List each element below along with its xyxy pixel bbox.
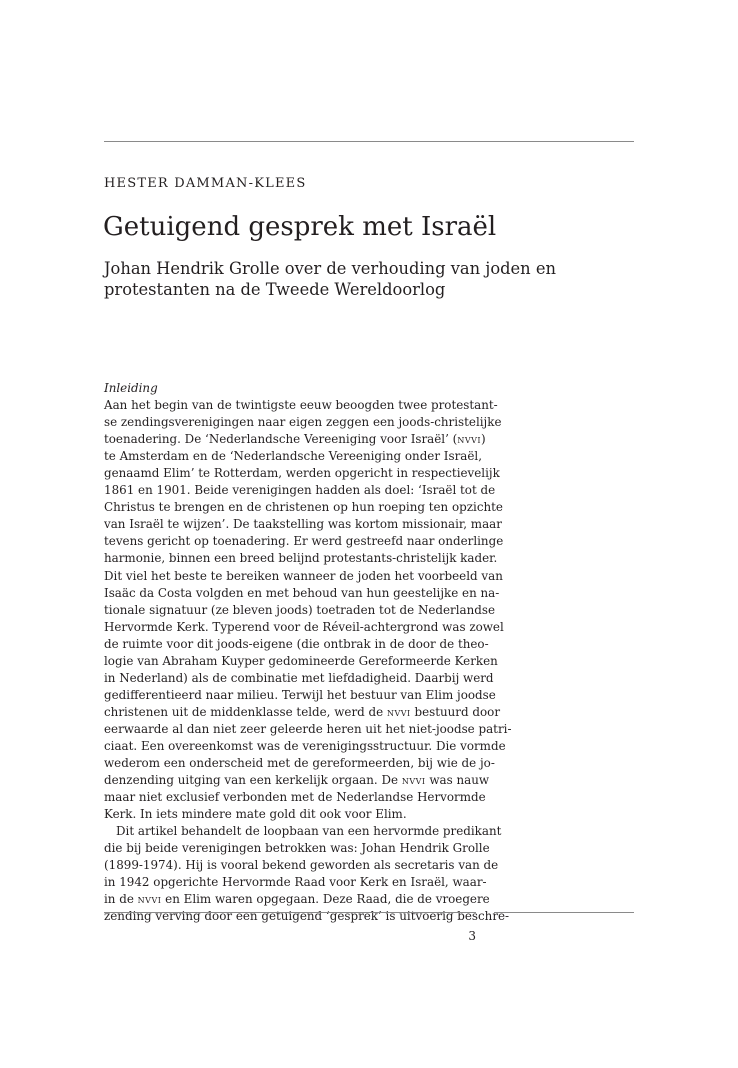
- article-subtitle: Johan Hendrik Grolle over de verhouding van joden en protestanten na de Tweede Wereldoorlog: [104, 259, 556, 299]
- text-line: (1899-1974). Hij is vooral bekend geworden als secretaris van de: [104, 858, 499, 873]
- text-line: te Amsterdam en de ‘Nederlandsche Vereeniging onder Israël,: [104, 449, 483, 464]
- page-number: 3: [468, 929, 476, 943]
- section-heading: Inleiding: [104, 381, 158, 395]
- text-line: Isaäc da Costa volgden en met behoud van hun geestelijke en na-: [104, 585, 500, 600]
- text-line: tionale signatuur (ze bleven joods) toetraden tot de Nederlandse: [104, 602, 496, 617]
- text-line: toenadering. De ‘Nederlandsche Vereeniging voor Israël’ (nvvi): [104, 432, 486, 447]
- text-line: Dit viel het beste te bereiken wanneer de joden het voorbeeld van: [104, 568, 503, 583]
- text-line: se zendingsverenigingen naar eigen zeggen een joods-christelijke: [104, 415, 502, 430]
- footer-rule-right: [494, 912, 634, 913]
- text-line: die bij beide verenigingen betrokken was: Johan Hendrik Grolle: [104, 841, 490, 856]
- text-line: Dit artikel behandelt de loopbaan van een hervormde predikant: [116, 824, 502, 839]
- article-title: Getuigend gesprek met Israël: [103, 212, 497, 242]
- text-line: 1861 en 1901. Beide verenigingen hadden als doel: ‘Israël tot de: [104, 483, 496, 498]
- top-rule: [104, 141, 634, 142]
- text-line: in de nvvi en Elim waren opgegaan. Deze Raad, die de vroegere: [104, 892, 490, 907]
- text-line: christenen uit de middenklasse telde, werd de nvvi bestuurd door: [104, 704, 501, 719]
- body-paragraph-1: [104, 397, 512, 823]
- text-line: in 1942 opgerichte Hervormde Raad voor Kerk en Israël, waar-: [104, 875, 487, 890]
- text-line: Aan het begin van de twintigste eeuw beoogden twee protestant-: [104, 398, 498, 413]
- text-line: logie van Abraham Kuyper gedomineerde Gereformeerde Kerken: [104, 653, 498, 668]
- text-line: denzending uitging van een kerkelijk orgaan. De nvvi was nauw: [104, 773, 490, 788]
- body-paragraph-2: [104, 823, 510, 925]
- text-line: genaamd Elim’ te Rotterdam, werden opgericht in respectievelijk: [104, 466, 500, 481]
- text-line: Hervormde Kerk. Typerend voor de Réveil-achtergrond was zowel: [104, 619, 504, 634]
- text-line: Kerk. In iets mindere mate gold dit ook voor Elim.: [104, 807, 407, 822]
- text-line: maar niet exclusief verbonden met de Nederlandse Hervormde: [104, 790, 486, 805]
- text-line: Christus te brengen en de christenen op hun roeping ten opzichte: [104, 500, 503, 515]
- article-body: [104, 380, 512, 926]
- text-line: de ruimte voor dit joods-eigene (die ontbrak in de door de theo-: [104, 636, 489, 651]
- text-line: zending verving door een getuigend ‘gesprek’ is uitvoerig beschre-: [104, 909, 510, 924]
- text-line: in Nederland) als de combinatie met liefdadigheid. Daarbij werd: [104, 670, 494, 685]
- text-line: tevens gericht op toenadering. Er werd gestreefd naar onderlinge: [104, 534, 504, 549]
- text-line: eerwaarde al dan niet zeer geleerde heren uit het niet-joodse patri-: [104, 721, 512, 736]
- text-line: harmonie, binnen een breed belijnd protestants-christelijk kader.: [104, 551, 498, 566]
- text-line: ciaat. Een overeenkomst was de verenigingsstructuur. Die vormde: [104, 738, 506, 753]
- footer-rule-left: [104, 912, 476, 913]
- text-line: van Israël te wijzen’. De taakstelling was kortom missionair, maar: [104, 517, 502, 532]
- text-line: gedifferentieerd naar milieu. Terwijl het bestuur van Elim joodse: [104, 687, 496, 702]
- author-name: HESTER DAMMAN-KLEES: [104, 176, 307, 191]
- text-line: wederom een onderscheid met de gereformeerden, bij wie de jo-: [104, 756, 495, 771]
